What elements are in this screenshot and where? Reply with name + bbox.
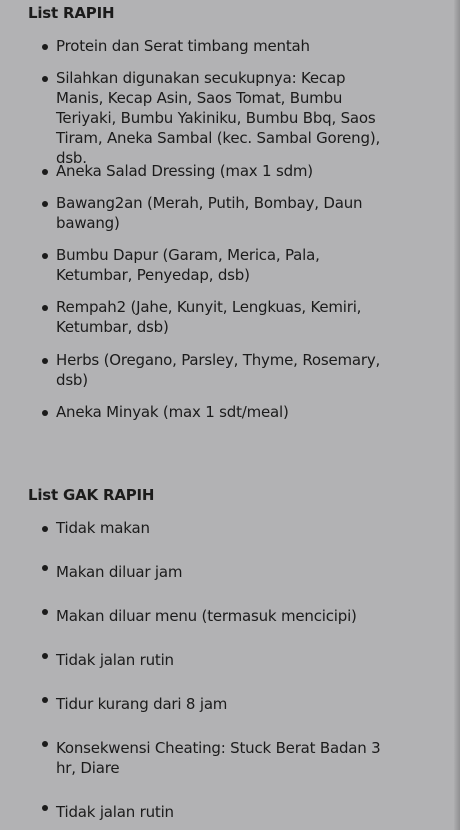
bullet-icon [42,526,48,532]
bullet-icon [42,609,48,615]
bullet-icon [42,410,48,416]
bullet-icon [42,169,48,175]
list-item-text: Tidur kurang dari 8 jam [56,695,228,713]
bullet-icon [42,253,48,259]
bullet-icon [42,201,48,207]
bullet-icon [42,653,48,659]
list-item-text: Makan diluar menu (termasuk mencicipi) [56,607,357,625]
bullet-icon [42,358,48,364]
bullet-icon [42,741,48,747]
list-item-text: Bumbu Dapur (Garam, Merica, Pala, Ketumbar, Penyedap, dsb) [56,246,320,284]
list-item-text: Aneka Minyak (max 1 sdt/meal) [56,403,289,421]
bullet-icon [42,697,48,703]
list-item-text: Tidak jalan rutin [56,651,174,669]
list-item-text: Tidak makan [56,519,150,537]
bullet-icon [42,305,48,311]
screen-edge [454,0,460,830]
bullet-icon [42,76,48,82]
bullet-icon [42,805,48,811]
heading-list-gak-rapih: List GAK RAPIH [28,486,155,504]
list-item-text: Konsekwensi Cheating: Stuck Berat Badan 3 hr, Diare [56,739,381,777]
list-item-text: Herbs (Oregano, Parsley, Thyme, Rosemary, dsb) [56,351,381,389]
list-item-text: Silahkan digunakan secukupnya: Kecap Manis, Kecap Asin, Saos Tomat, Bumbu Teriyaki, Bumbu Yakiniku, Bumbu Bbq, Saos Tiram, Aneka Sambal (kec. Sambal Goreng), dsb. [56,69,381,167]
bullet-icon [42,565,48,571]
bullet-icon [42,44,48,50]
list-item-text: Tidak jalan rutin [56,803,174,821]
list-item-text: Aneka Salad Dressing (max 1 sdm) [56,162,313,180]
list-item-text: Makan diluar jam [56,563,183,581]
list-item-text: Rempah2 (Jahe, Kunyit, Lengkuas, Kemiri, Ketumbar, dsb) [56,298,362,336]
list-item-text: Bawang2an (Merah, Putih, Bombay, Daun bawang) [56,194,363,232]
list-item-text: Protein dan Serat timbang mentah [56,37,310,55]
heading-list-rapih: List RAPIH [28,4,115,22]
